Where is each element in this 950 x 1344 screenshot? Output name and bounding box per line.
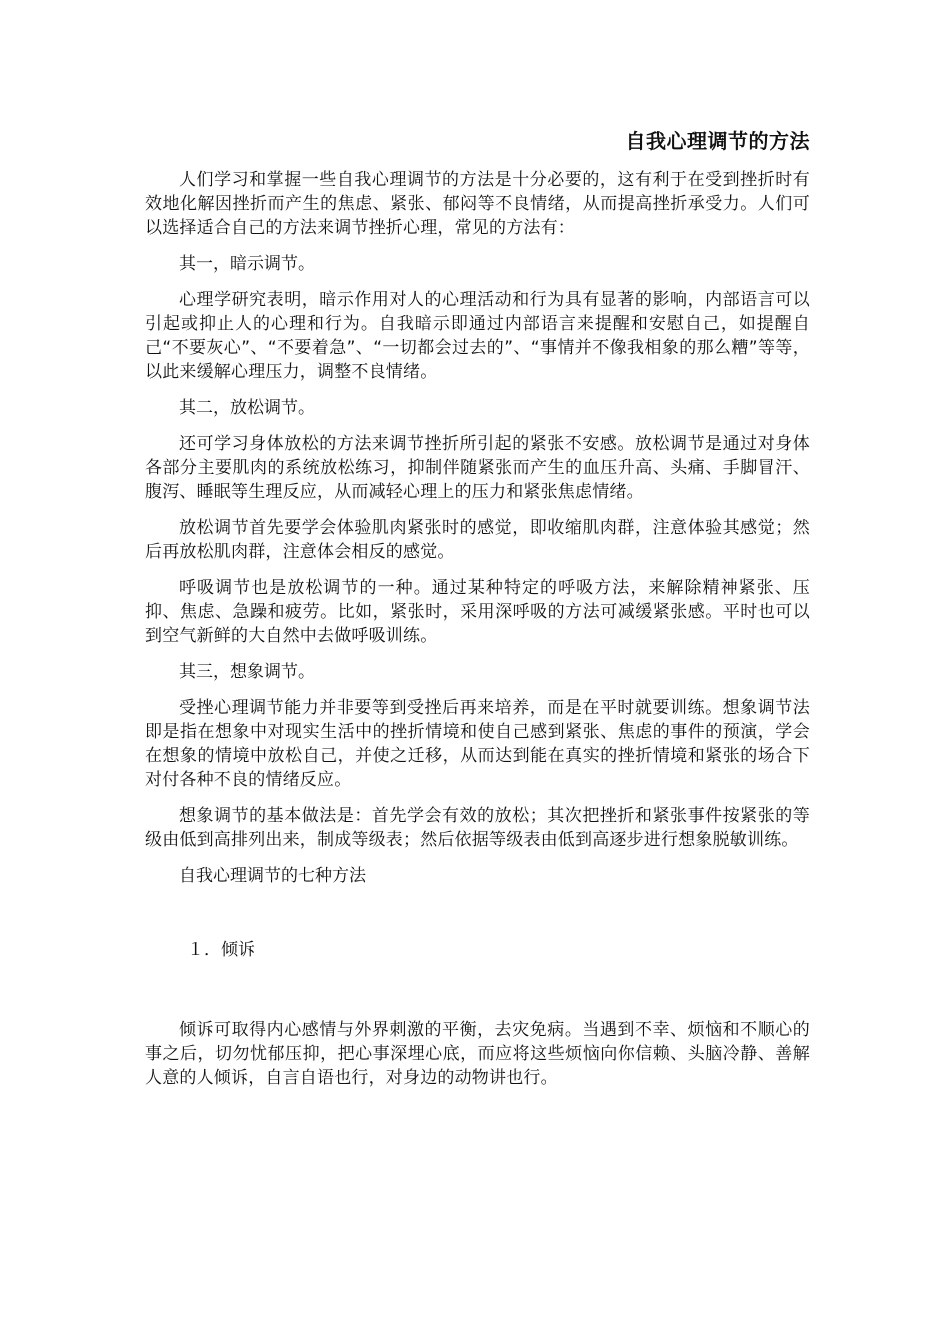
- relaxation-paragraph-1: 还可学习身体放松的方法来调节挫折所引起的紧张不安感。放松调节是通过对身体各部分主要肌肉的系统放松练习，抑制伴随紧张而产生的血压升高、头痛、手脚冒汗、腹泻、睡眠等生理反应，从而减轻心理上的压力和紧张焦虑情绪。: [145, 434, 810, 502]
- section-heading-imagination: 其三，想象调节。: [179, 662, 315, 682]
- numbered-item-label: １．倾诉: [187, 940, 255, 960]
- imagination-paragraph-2: 想象调节的基本做法是：首先学会有效的放松；其次把挫折和紧张事件按紧张的等级由低到高排列出来，制成等级表；然后依据等级表由低到高逐步进行想象脱敏训练。: [145, 806, 810, 850]
- section-heading-suggestion: 其一，暗示调节。: [179, 254, 315, 274]
- seven-methods-title: 自我心理调节的七种方法: [179, 866, 366, 886]
- imagination-paragraph-1: 受挫心理调节能力并非要等到受挫后再来培养，而是在平时就要训练。想象调节法即是指在想象中对现实生活中的挫折情境和使自己感到紧张、焦虑的事件的预演，学会在想象的情境中放松自己，并使之迁移，从而达到能在真实的挫折情境和紧张的场合下对付各种不良的情绪反应。: [145, 698, 810, 790]
- section-heading-relaxation: 其二，放松调节。: [179, 398, 315, 418]
- relaxation-paragraph-2: 放松调节首先要学会体验肌肉紧张时的感觉，即收缩肌肉群，注意体验其感觉；然后再放松肌肉群，注意体会相反的感觉。: [145, 518, 810, 562]
- intro-paragraph: 人们学习和掌握一些自我心理调节的方法是十分必要的，这有利于在受到挫折时有效地化解因挫折而产生的焦虑、紧张、郁闷等不良情绪，从而提高挫折承受力。人们可以选择适合自己的方法来调节挫折心理，常见的方法有：: [145, 170, 810, 238]
- page-title: 自我心理调节的方法: [625, 129, 810, 153]
- confiding-paragraph: 倾诉可取得内心感情与外界刺激的平衡，去灾免病。当遇到不幸、烦恼和不顺心的事之后，切勿忧郁压抑，把心事深埋心底，而应将这些烦恼向你信赖、头脑冷静、善解人意的人倾诉，自言自语也行，对身边的动物讲也行。: [145, 1020, 810, 1088]
- document-body: [145, 126, 810, 1102]
- relaxation-paragraph-3: 呼吸调节也是放松调节的一种。通过某种特定的呼吸方法，来解除精神紧张、压抑、焦虑、急躁和疲劳。比如，紧张时，采用深呼吸的方法可减缓紧张感。平时也可以到空气新鲜的大自然中去做呼吸训练。: [145, 578, 810, 646]
- suggestion-paragraph: 心理学研究表明，暗示作用对人的心理活动和行为具有显著的影响，内部语言可以引起或抑止人的心理和行为。自我暗示即通过内部语言来提醒和安慰自己，如提醒自己“不要灰心”、“不要着急”、“一切都会过去的”、“事情并不像我相象的那么糟”等等，以此来缓解心理压力，调整不良情绪。: [145, 290, 810, 382]
